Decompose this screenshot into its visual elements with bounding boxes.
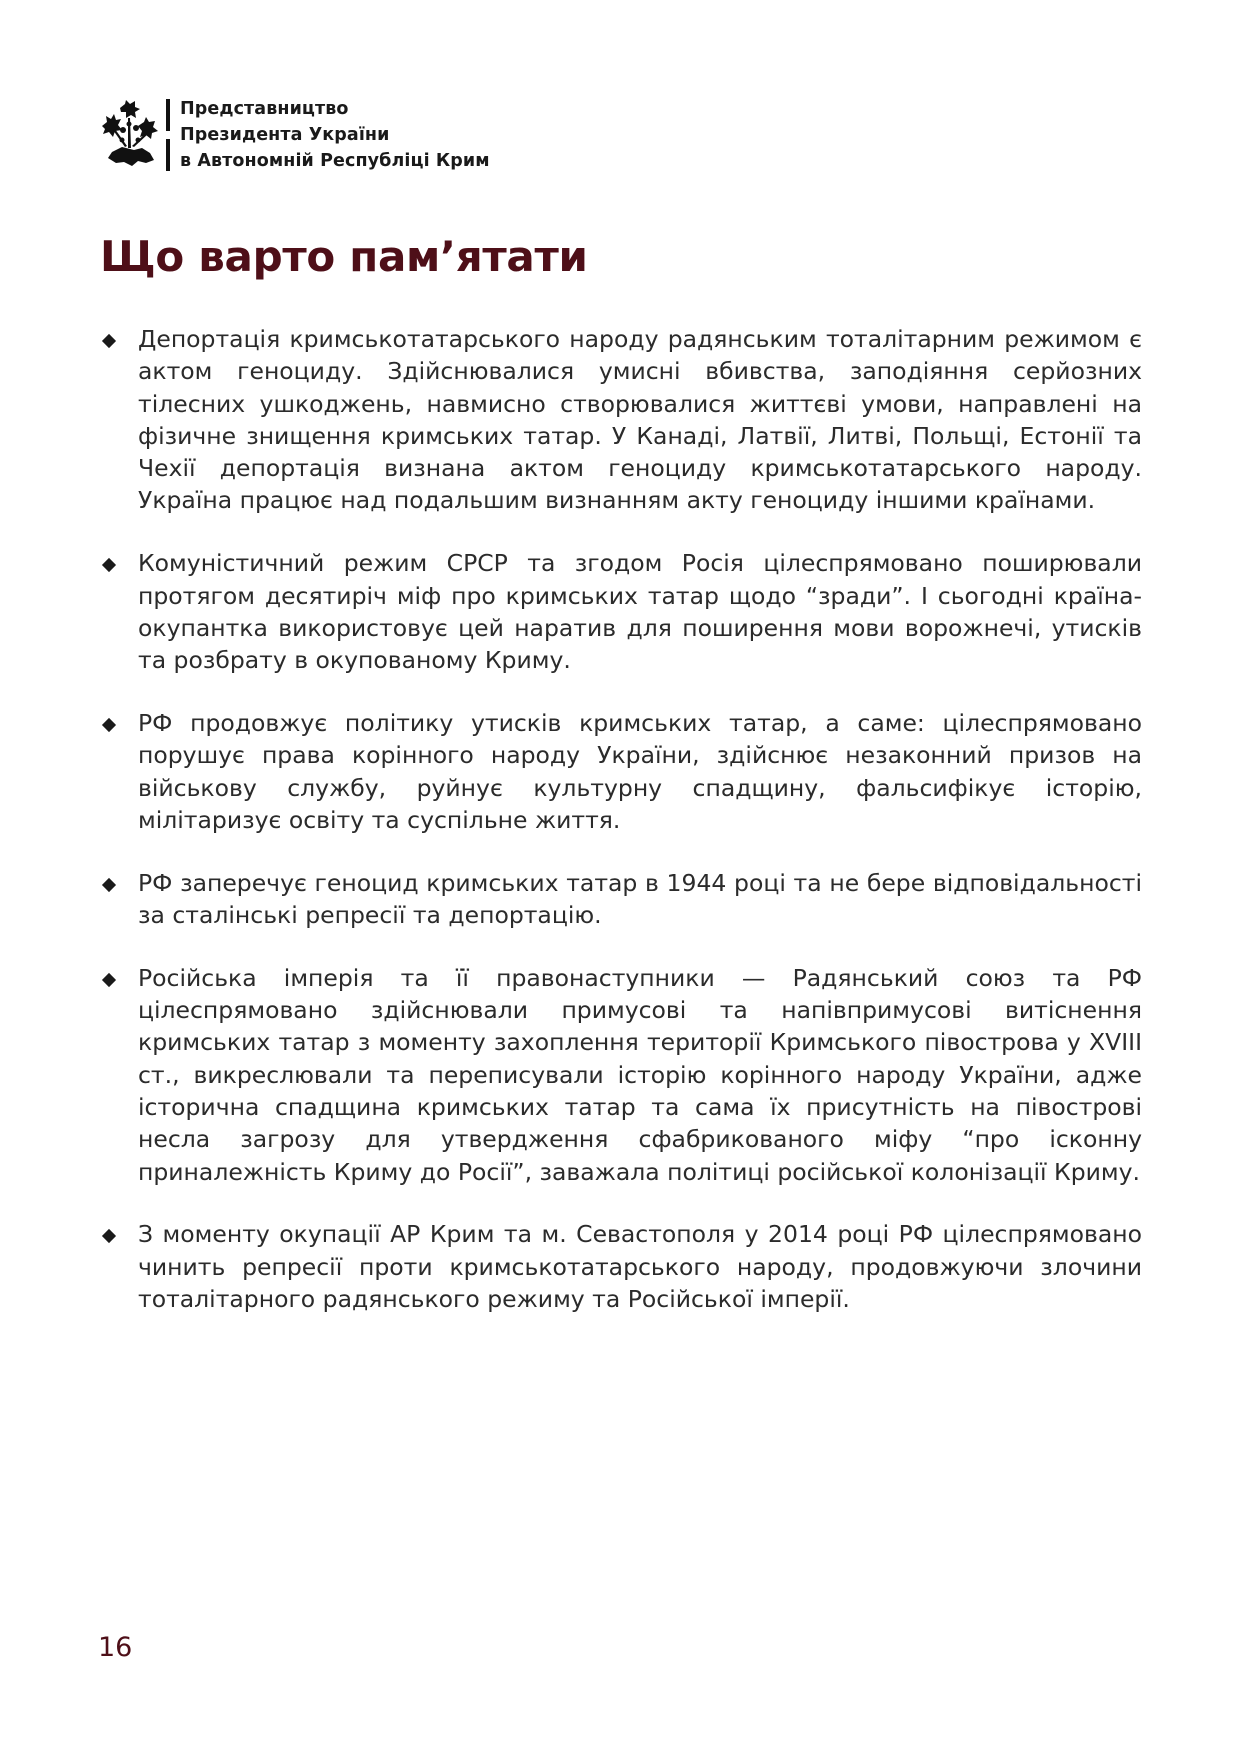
diamond-bullet-icon [102, 334, 116, 348]
list-item-text: Комуністичний режим СРСР та згодом Росія цілеспрямовано поширювали протягом десятиріч міф про кримських татар щодо “зради”. І сьогодні країна-окупантка використовує цей наратив для поширення мови ворожнечі, утисків та розбрату в окупованому Криму. [138, 549, 1142, 675]
diamond-bullet-icon [102, 718, 116, 732]
org-line-1: Представництво [180, 99, 349, 119]
bullet-list [100, 323, 1142, 1346]
list-item [100, 707, 1142, 836]
org-line-3: в Автономній Республіці Крим [180, 151, 490, 171]
list-item-text: Російська імперія та її правонаступники — Радянський союз та РФ цілеспрямовано здійснювали примусові та напівпримусові витіснення кримських татар з моменту захоплення території Кримського півострова у XVIII ст., викреслювали та переписували історію корінного народу України, адже історична спадщина кримських татар та сама їх присутність на півострові несла загрозу для утвердження сфабрикованого міфу “про ісконну приналежність Криму до Росії”, заважала політиці російської колонізації Криму. [138, 963, 1142, 1186]
list-item [100, 323, 1142, 517]
list-item [100, 962, 1142, 1188]
list-item-text: РФ заперечує геноцид кримських татар в 1944 році та не бере відповідальності за сталінські репресії та депортацію. [138, 868, 1142, 929]
crimean-flower-logo-icon [98, 100, 160, 170]
list-item [100, 547, 1142, 676]
organization-name [180, 96, 490, 174]
page-header [98, 96, 490, 174]
list-item-text: Депортація кримськотатарського народу радянським тоталітарним режимом є актом геноциду. Здійснювалися умисні вбивства, заподіяння серйозних тілесних ушкоджень, навмисно створювалися життєві умови, направлені на фізичне знищення кримських татар. У Канаді, Латвії, Литві, Польщі, Естонії та Чехії депортація визнана актом геноциду кримськотатарського народу. Україна працює над подальшим визнанням акту геноциду іншими країнами. [138, 325, 1142, 515]
list-item-text: З моменту окупації АР Крим та м. Севастополя у 2014 році РФ цілеспрямовано чинить репресії проти кримськотатарського народу, продовжуючи злочини тоталітарного радянського режиму та Російської імперії. [138, 1220, 1142, 1313]
list-item [100, 867, 1142, 932]
list-item-text: РФ продовжує політику утисків кримських татар, а саме: цілеспрямовано порушує права корінного народу України, здійснює незаконний призов на військову службу, руйнує культурну спадщину, фальсифікує історію, мілітаризує освіту та суспільне життя. [138, 708, 1142, 834]
org-line-2: Президента України [180, 125, 390, 145]
header-divider [166, 99, 170, 171]
diamond-bullet-icon [102, 558, 116, 572]
diamond-bullet-icon [102, 1229, 116, 1243]
page-title: Що варто пам’ятати [100, 232, 588, 281]
diamond-bullet-icon [102, 973, 116, 987]
list-item [100, 1218, 1142, 1315]
diamond-bullet-icon [102, 878, 116, 892]
page-number: 16 [98, 1632, 133, 1663]
